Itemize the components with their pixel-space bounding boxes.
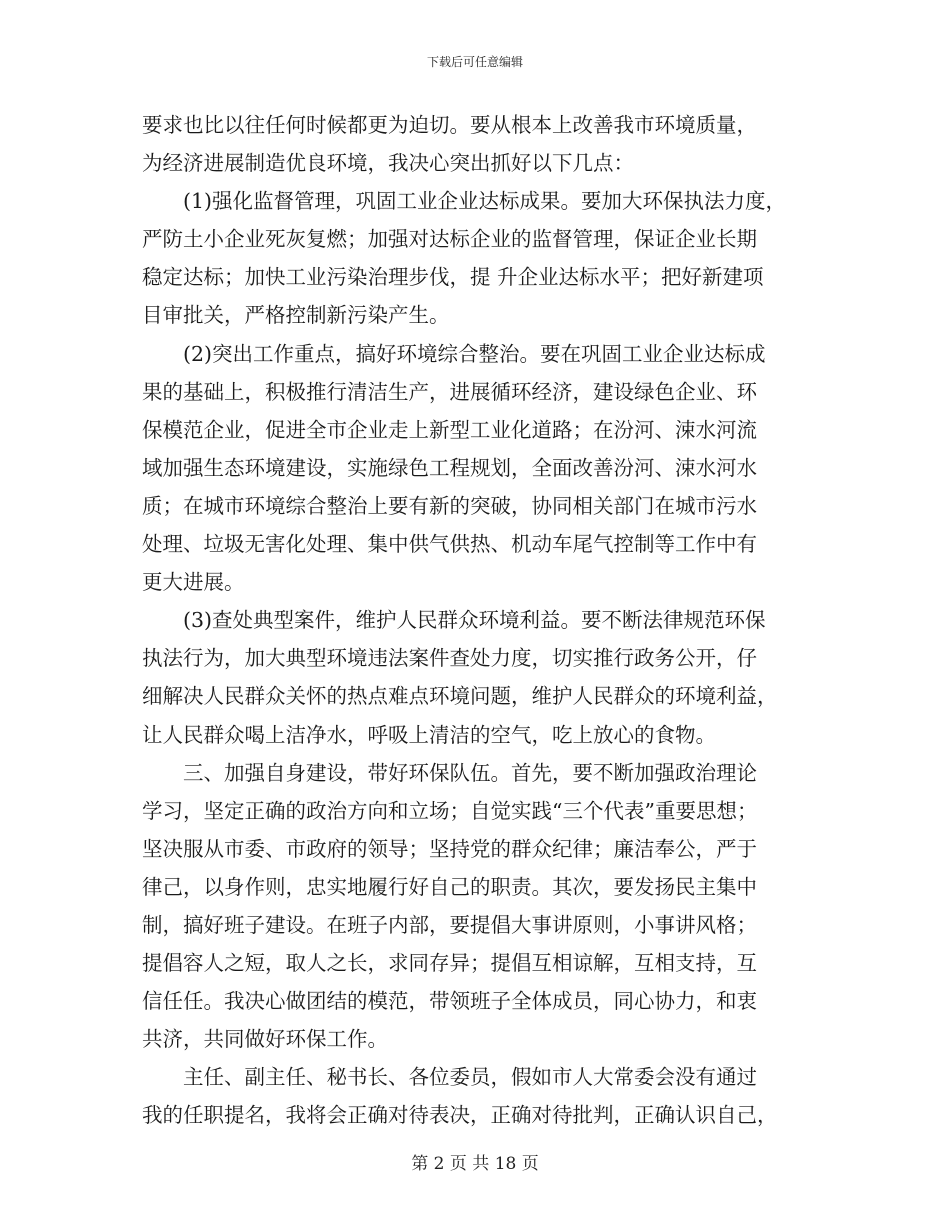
paragraph-line: 果的基础上，积极推行清洁生产，进展循环经济，建设绿色企业、环 bbox=[142, 379, 757, 404]
paragraph-line: 严防土小企业死灰复燃；加强对达标企业的监督管理，保证企业长期 bbox=[142, 227, 757, 252]
paragraph-line: 学习，坚定正确的政治方向和立场；自觉实践“三个代表”重要思想； bbox=[142, 798, 758, 823]
paragraph-line: 执法行为，加大典型环境违法案件查处力度，切实推行政务公开，仔 bbox=[142, 646, 757, 671]
paragraph-line: 提倡容人之短，取人之长，求同存异；提倡互相谅解，互相支持，互 bbox=[142, 951, 757, 976]
paragraph-line: 稳定达标；加快工业污染治理步伐，提 升企业达标水平；把好新建项 bbox=[142, 265, 764, 290]
paragraph-line: 为经济进展制造优良环境，我决心突出抓好以下几点： bbox=[142, 151, 634, 176]
paragraph-line: 处理、垃圾无害化处理、集中供气供热、机动车尾气控制等工作中有 bbox=[142, 532, 757, 557]
paragraph-line: 坚决服从市委、市政府的领导；坚持党的群众纪律；廉洁奉公，严于 bbox=[142, 836, 757, 861]
paragraph-line: 律己，以身作则，忠实地履行好自己的职责。其次，要发扬民主集中 bbox=[142, 874, 757, 899]
paragraph-line: 主任、副主任、秘书长、各位委员，假如市人大常委会没有通过 bbox=[183, 1065, 757, 1090]
paragraph-line: 细解决人民群众关怀的热点难点环境问题，维护人民群众的环境利益， bbox=[142, 684, 778, 709]
page-header: 下载后可任意编辑 bbox=[426, 55, 523, 69]
paragraph-line: 共济，共同做好环保工作。 bbox=[142, 1027, 388, 1052]
page-number: 第 2 页 共 18 页 bbox=[411, 1154, 539, 1174]
paragraph-line: 质；在城市环境综合整治上要有新的突破，协同相关部门在城市污水 bbox=[142, 493, 757, 518]
paragraph-line: (3)查处典型案件，维护人民群众环境利益。要不断法律规范环保 bbox=[183, 608, 766, 633]
paragraph-line: 保模范企业，促进全市企业走上新型工业化道路；在汾河、涑水河流 bbox=[142, 417, 757, 442]
paragraph-line: (2)突出工作重点，搞好环境综合整治。要在巩固工业企业达标成 bbox=[183, 341, 766, 366]
paragraph-line: 更大进展。 bbox=[142, 570, 245, 595]
paragraph-line: 要求也比以往任何时候都更为迫切。要从根本上改善我市环境质量， bbox=[142, 113, 757, 137]
document-body bbox=[142, 106, 822, 1135]
paragraph-line: 信任任。我决心做团结的模范，带领班子全体成员，同心协力，和衷 bbox=[142, 989, 757, 1014]
paragraph-line: 让人民群众喝上洁净水，呼吸上清洁的空气，吃上放心的食物。 bbox=[142, 722, 716, 747]
paragraph-line: 目审批关，严格控制新污染产生。 bbox=[142, 303, 450, 328]
paragraph-line: 三、加强自身建设，带好环保队伍。首先，要不断加强政治理论 bbox=[183, 760, 757, 785]
paragraph-line: (1)强化监督管理，巩固工业企业达标成果。要加大环保执法力度， bbox=[183, 189, 787, 214]
paragraph-line: 域加强生态环境建设，实施绿色工程规划，全面改善汾河、涑水河水 bbox=[142, 455, 757, 480]
paragraph-line: 我的任职提名，我将会正确对待表决，正确对待批判，正确认识自己， bbox=[142, 1103, 778, 1128]
paragraph-line: 制，搞好班子建设。在班子内部，要提倡大事讲原则，小事讲风格； bbox=[142, 912, 757, 937]
